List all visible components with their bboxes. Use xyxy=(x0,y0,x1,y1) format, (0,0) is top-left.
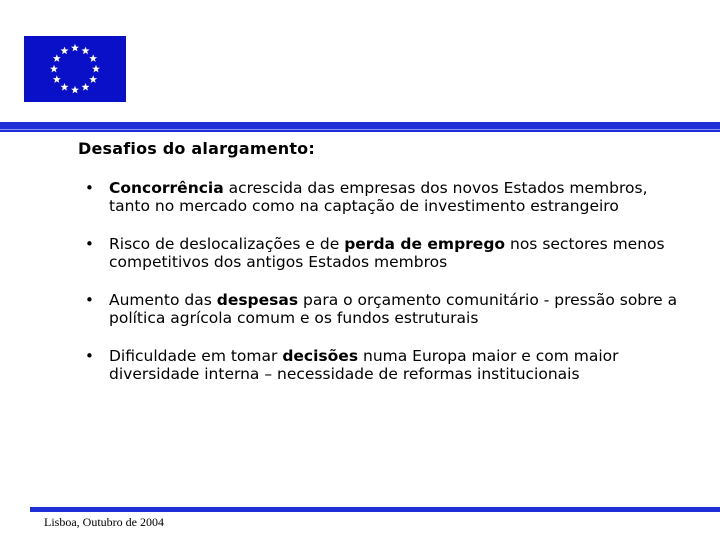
eu-flag-icon xyxy=(24,36,126,102)
bullet-item xyxy=(85,180,685,215)
bullet-keyword: decisões xyxy=(282,347,359,365)
top-divider xyxy=(0,122,720,132)
bullet-text: numa Europa maior e com maior diversidade interna – necessidade de reformas institucionais xyxy=(109,347,619,383)
bullet-text: Risco de deslocalizações e de xyxy=(109,235,345,253)
bullet-item xyxy=(85,292,685,327)
star-icon xyxy=(71,86,79,94)
star-icon xyxy=(50,65,58,73)
bullet-text: nos sectores menos competitivos dos antigos Estados membros xyxy=(109,235,665,271)
star-icon xyxy=(61,47,69,55)
bullet-marker: • xyxy=(85,235,94,253)
star-icon xyxy=(71,44,79,52)
star-icon xyxy=(53,54,61,62)
bullet-keyword: perda de emprego xyxy=(344,235,506,253)
eu-flag-stars xyxy=(24,36,126,102)
star-icon xyxy=(53,75,61,83)
bullet-text: Aumento das xyxy=(109,291,217,309)
bullet-keyword: despesas xyxy=(216,291,299,309)
star-icon xyxy=(61,83,69,91)
bullet-keyword: Concorrência xyxy=(109,179,224,197)
bullet-item xyxy=(85,236,685,271)
star-icon xyxy=(92,65,100,73)
bullet-text: Dificuldade em tomar xyxy=(109,347,283,365)
bullet-item xyxy=(85,348,685,383)
star-icon xyxy=(89,75,97,83)
slide-heading: Desafios do alargamento: xyxy=(78,139,315,158)
bullet-marker: • xyxy=(85,291,94,309)
star-icon xyxy=(82,47,90,55)
bullet-text: acrescida das empresas dos novos Estados membros, tanto no mercado como na captação de investimento estrangeiro xyxy=(109,179,648,215)
bullet-list xyxy=(85,180,685,404)
star-icon xyxy=(82,83,90,91)
footer-text: Lisboa, Outubro de 2004 xyxy=(44,515,164,529)
star-icon xyxy=(89,54,97,62)
bullet-marker: • xyxy=(85,347,94,365)
bullet-text: para o orçamento comunitário - pressão sobre a política agrícola comum e os fundos estruturais xyxy=(109,291,678,327)
bottom-divider xyxy=(30,507,720,512)
bullet-marker: • xyxy=(85,179,94,197)
